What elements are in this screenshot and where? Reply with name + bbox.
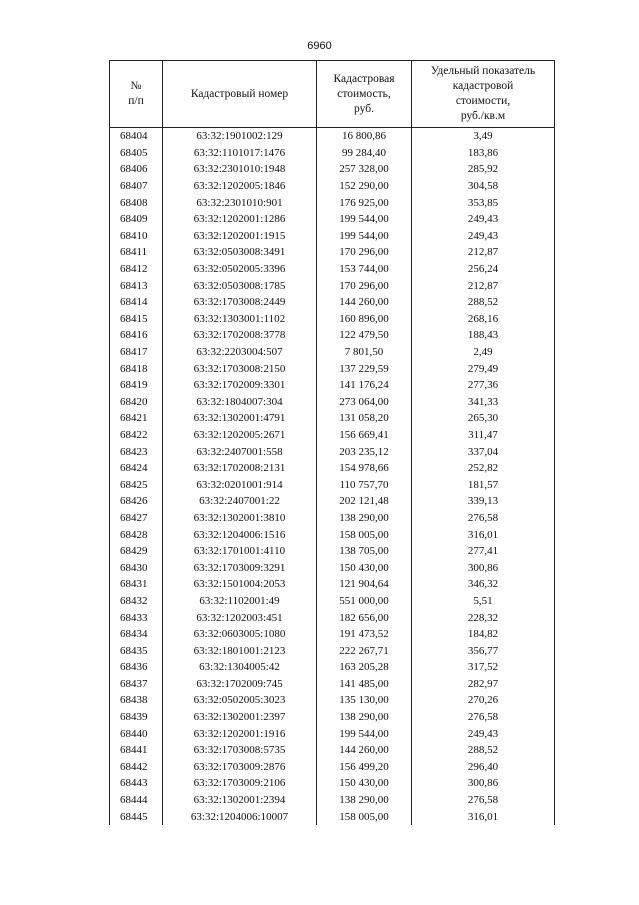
specific-value: 339,13 (412, 493, 555, 510)
cadastral-number: 63:32:2407001:558 (163, 443, 317, 460)
cadastral-value: 121 904,64 (317, 576, 412, 593)
row-number: 68423 (110, 443, 163, 460)
cadastral-value: 203 235,12 (317, 443, 412, 460)
cadastral-value: 202 121,48 (317, 493, 412, 510)
table-row (110, 692, 555, 709)
row-number: 68415 (110, 311, 163, 328)
table-row (110, 510, 555, 527)
cadastral-number: 63:32:0503008:3491 (163, 244, 317, 261)
cadastral-value: 156 499,20 (317, 759, 412, 776)
cadastral-value: 137 229,59 (317, 360, 412, 377)
specific-value: 277,41 (412, 543, 555, 560)
row-number: 68429 (110, 543, 163, 560)
row-number: 68411 (110, 244, 163, 261)
specific-value: 304,58 (412, 178, 555, 195)
specific-value: 268,16 (412, 311, 555, 328)
cadastral-value: 144 260,00 (317, 294, 412, 311)
specific-value: 296,40 (412, 759, 555, 776)
table-row (110, 128, 555, 145)
cadastral-value: 153 744,00 (317, 261, 412, 278)
cadastral-number: 63:32:1703009:2106 (163, 775, 317, 792)
row-number: 68422 (110, 427, 163, 444)
row-number: 68442 (110, 759, 163, 776)
cadastral-value: 191 473,52 (317, 626, 412, 643)
cadastral-number: 63:32:0503008:1785 (163, 277, 317, 294)
row-number: 68426 (110, 493, 163, 510)
row-number: 68418 (110, 360, 163, 377)
specific-value: 270,26 (412, 692, 555, 709)
specific-value: 316,01 (412, 808, 555, 825)
specific-value: 276,58 (412, 792, 555, 809)
cadastral-value: 199 544,00 (317, 725, 412, 742)
cadastral-number: 63:32:1202001:1286 (163, 211, 317, 228)
table-row (110, 725, 555, 742)
cadastral-value: 199 544,00 (317, 228, 412, 245)
table-row (110, 277, 555, 294)
row-number: 68404 (110, 128, 163, 145)
cadastral-number: 63:32:0201001:914 (163, 476, 317, 493)
row-number: 68408 (110, 194, 163, 211)
row-number: 68424 (110, 460, 163, 477)
table-row (110, 261, 555, 278)
cadastral-number: 63:32:1703008:2449 (163, 294, 317, 311)
table-row (110, 709, 555, 726)
table-row (110, 244, 555, 261)
table-row (110, 742, 555, 759)
cadastral-number: 63:32:2301010:901 (163, 194, 317, 211)
specific-value: 285,92 (412, 161, 555, 178)
page-number: 6960 (307, 40, 332, 52)
table-row (110, 145, 555, 162)
table-row (110, 493, 555, 510)
specific-value: 249,43 (412, 228, 555, 245)
cadastral-value: 122 479,50 (317, 327, 412, 344)
row-number: 68439 (110, 709, 163, 726)
cadastral-value: 222 267,71 (317, 642, 412, 659)
row-number: 68443 (110, 775, 163, 792)
row-number: 68433 (110, 609, 163, 626)
table-row (110, 559, 555, 576)
table-row (110, 759, 555, 776)
cadastral-value: 150 430,00 (317, 775, 412, 792)
specific-value: 252,82 (412, 460, 555, 477)
cadastral-value: 154 978,66 (317, 460, 412, 477)
cadastral-number: 63:32:1202005:1846 (163, 178, 317, 195)
cadastral-number: 63:32:1302001:4791 (163, 410, 317, 427)
cadastral-number: 63:32:0502005:3023 (163, 692, 317, 709)
table-row (110, 344, 555, 361)
cadastral-value: 110 757,70 (317, 476, 412, 493)
table-row (110, 377, 555, 394)
cadastral-number: 63:32:1101017:1476 (163, 145, 317, 162)
specific-value: 265,30 (412, 410, 555, 427)
cadastral-table (109, 60, 555, 825)
table-row (110, 642, 555, 659)
row-number: 68412 (110, 261, 163, 278)
cadastral-number: 63:32:1901002:129 (163, 128, 317, 145)
header-specific-value: Удельный показатель кадастровой стоимости, руб./кв.м (412, 61, 555, 128)
row-number: 68414 (110, 294, 163, 311)
cadastral-value: 158 005,00 (317, 808, 412, 825)
cadastral-number: 63:32:1304005:42 (163, 659, 317, 676)
row-number: 68428 (110, 526, 163, 543)
table-body (110, 128, 555, 825)
row-number: 68405 (110, 145, 163, 162)
row-number: 68436 (110, 659, 163, 676)
specific-value: 212,87 (412, 277, 555, 294)
cadastral-number: 63:32:2203004:507 (163, 344, 317, 361)
row-number: 68437 (110, 676, 163, 693)
table-row (110, 360, 555, 377)
cadastral-number: 63:32:1702008:3778 (163, 327, 317, 344)
specific-value: 277,36 (412, 377, 555, 394)
cadastral-number: 63:32:1703009:2876 (163, 759, 317, 776)
cadastral-value: 144 260,00 (317, 742, 412, 759)
cadastral-number: 63:32:0603005:1080 (163, 626, 317, 643)
row-number: 68421 (110, 410, 163, 427)
row-number: 68420 (110, 394, 163, 411)
specific-value: 353,85 (412, 194, 555, 211)
table-row (110, 808, 555, 825)
cadastral-number: 63:32:1702008:2131 (163, 460, 317, 477)
cadastral-number: 63:32:1102001:49 (163, 593, 317, 610)
cadastral-value: 7 801,50 (317, 344, 412, 361)
cadastral-value: 141 485,00 (317, 676, 412, 693)
specific-value: 188,43 (412, 327, 555, 344)
table-row (110, 410, 555, 427)
row-number: 68407 (110, 178, 163, 195)
cadastral-number: 63:32:1703009:3291 (163, 559, 317, 576)
specific-value: 249,43 (412, 211, 555, 228)
specific-value: 311,47 (412, 427, 555, 444)
table-row (110, 294, 555, 311)
specific-value: 282,97 (412, 676, 555, 693)
cadastral-value: 273 064,00 (317, 394, 412, 411)
cadastral-value: 141 176,24 (317, 377, 412, 394)
table-row (110, 526, 555, 543)
specific-value: 184,82 (412, 626, 555, 643)
cadastral-value: 158 005,00 (317, 526, 412, 543)
cadastral-number: 63:32:1701001:4110 (163, 543, 317, 560)
cadastral-number: 63:32:1202001:1915 (163, 228, 317, 245)
specific-value: 288,52 (412, 742, 555, 759)
table-row (110, 178, 555, 195)
cadastral-number: 63:32:1804007:304 (163, 394, 317, 411)
cadastral-number: 63:32:1302001:3810 (163, 510, 317, 527)
cadastral-number: 63:32:1204006:1516 (163, 526, 317, 543)
row-number: 68438 (110, 692, 163, 709)
row-number: 68427 (110, 510, 163, 527)
cadastral-number: 63:32:2407001:22 (163, 493, 317, 510)
row-number: 68419 (110, 377, 163, 394)
cadastral-number: 63:32:1303001:1102 (163, 311, 317, 328)
cadastral-value: 150 430,00 (317, 559, 412, 576)
row-number: 68434 (110, 626, 163, 643)
table-row (110, 311, 555, 328)
cadastral-value: 138 290,00 (317, 792, 412, 809)
table-row (110, 476, 555, 493)
cadastral-value: 135 130,00 (317, 692, 412, 709)
row-number: 68431 (110, 576, 163, 593)
cadastral-value: 99 284,40 (317, 145, 412, 162)
specific-value: 300,86 (412, 559, 555, 576)
table-row (110, 394, 555, 411)
cadastral-value: 199 544,00 (317, 211, 412, 228)
table-header (110, 61, 555, 128)
cadastral-number: 63:32:2301010:1948 (163, 161, 317, 178)
specific-value: 276,58 (412, 510, 555, 527)
specific-value: 249,43 (412, 725, 555, 742)
specific-value: 316,01 (412, 526, 555, 543)
table-row (110, 676, 555, 693)
table-row (110, 659, 555, 676)
row-number: 68417 (110, 344, 163, 361)
specific-value: 317,52 (412, 659, 555, 676)
row-number: 68432 (110, 593, 163, 610)
row-number: 68409 (110, 211, 163, 228)
specific-value: 279,49 (412, 360, 555, 377)
row-number: 68416 (110, 327, 163, 344)
cadastral-number: 63:32:1302001:2394 (163, 792, 317, 809)
cadastral-value: 257 328,00 (317, 161, 412, 178)
cadastral-value: 551 000,00 (317, 593, 412, 610)
cadastral-value: 152 290,00 (317, 178, 412, 195)
table-row (110, 194, 555, 211)
cadastral-value: 182 656,00 (317, 609, 412, 626)
specific-value: 356,77 (412, 642, 555, 659)
row-number: 68430 (110, 559, 163, 576)
table-row (110, 228, 555, 245)
cadastral-number: 63:32:1703008:2150 (163, 360, 317, 377)
table-row (110, 792, 555, 809)
cadastral-value: 138 290,00 (317, 510, 412, 527)
specific-value: 341,33 (412, 394, 555, 411)
header-number: № п/п (110, 61, 163, 128)
row-number: 68410 (110, 228, 163, 245)
row-number: 68441 (110, 742, 163, 759)
cadastral-value: 163 205,28 (317, 659, 412, 676)
table-row (110, 626, 555, 643)
row-number: 68445 (110, 808, 163, 825)
cadastral-number: 63:32:0502005:3396 (163, 261, 317, 278)
table-row (110, 443, 555, 460)
cadastral-value: 16 800,86 (317, 128, 412, 145)
table-row (110, 427, 555, 444)
row-number: 68406 (110, 161, 163, 178)
table-row (110, 543, 555, 560)
cadastral-number: 63:32:1204006:10007 (163, 808, 317, 825)
header-cadastral-number: Кадастровый номер (163, 61, 317, 128)
table-row (110, 460, 555, 477)
specific-value: 5,51 (412, 593, 555, 610)
cadastral-number: 63:32:1202003:451 (163, 609, 317, 626)
cadastral-number: 63:32:1202005:2671 (163, 427, 317, 444)
row-number: 68425 (110, 476, 163, 493)
specific-value: 256,24 (412, 261, 555, 278)
specific-value: 228,32 (412, 609, 555, 626)
table-row (110, 576, 555, 593)
cadastral-value: 170 296,00 (317, 244, 412, 261)
row-number: 68435 (110, 642, 163, 659)
table-row (110, 161, 555, 178)
cadastral-number: 63:32:1202001:1916 (163, 725, 317, 742)
specific-value: 276,58 (412, 709, 555, 726)
table-row (110, 609, 555, 626)
specific-value: 288,52 (412, 294, 555, 311)
table-row (110, 211, 555, 228)
table-row (110, 593, 555, 610)
cadastral-number: 63:32:1703008:5735 (163, 742, 317, 759)
cadastral-number: 63:32:1302001:2397 (163, 709, 317, 726)
specific-value: 337,04 (412, 443, 555, 460)
specific-value: 3,49 (412, 128, 555, 145)
cadastral-number: 63:32:1702009:3301 (163, 377, 317, 394)
specific-value: 346,32 (412, 576, 555, 593)
cadastral-value: 176 925,00 (317, 194, 412, 211)
specific-value: 212,87 (412, 244, 555, 261)
cadastral-number: 63:32:1501004:2053 (163, 576, 317, 593)
specific-value: 300,86 (412, 775, 555, 792)
table-row (110, 327, 555, 344)
specific-value: 183,86 (412, 145, 555, 162)
specific-value: 181,57 (412, 476, 555, 493)
row-number: 68440 (110, 725, 163, 742)
table-row (110, 775, 555, 792)
cadastral-value: 160 896,00 (317, 311, 412, 328)
row-number: 68444 (110, 792, 163, 809)
cadastral-value: 138 290,00 (317, 709, 412, 726)
cadastral-value: 138 705,00 (317, 543, 412, 560)
row-number: 68413 (110, 277, 163, 294)
cadastral-number: 63:32:1702009:745 (163, 676, 317, 693)
cadastral-value: 170 296,00 (317, 277, 412, 294)
cadastral-value: 156 669,41 (317, 427, 412, 444)
specific-value: 2,49 (412, 344, 555, 361)
header-cadastral-value: Кадастровая стоимость, руб. (317, 61, 412, 128)
cadastral-value: 131 058,20 (317, 410, 412, 427)
cadastral-number: 63:32:1801001:2123 (163, 642, 317, 659)
